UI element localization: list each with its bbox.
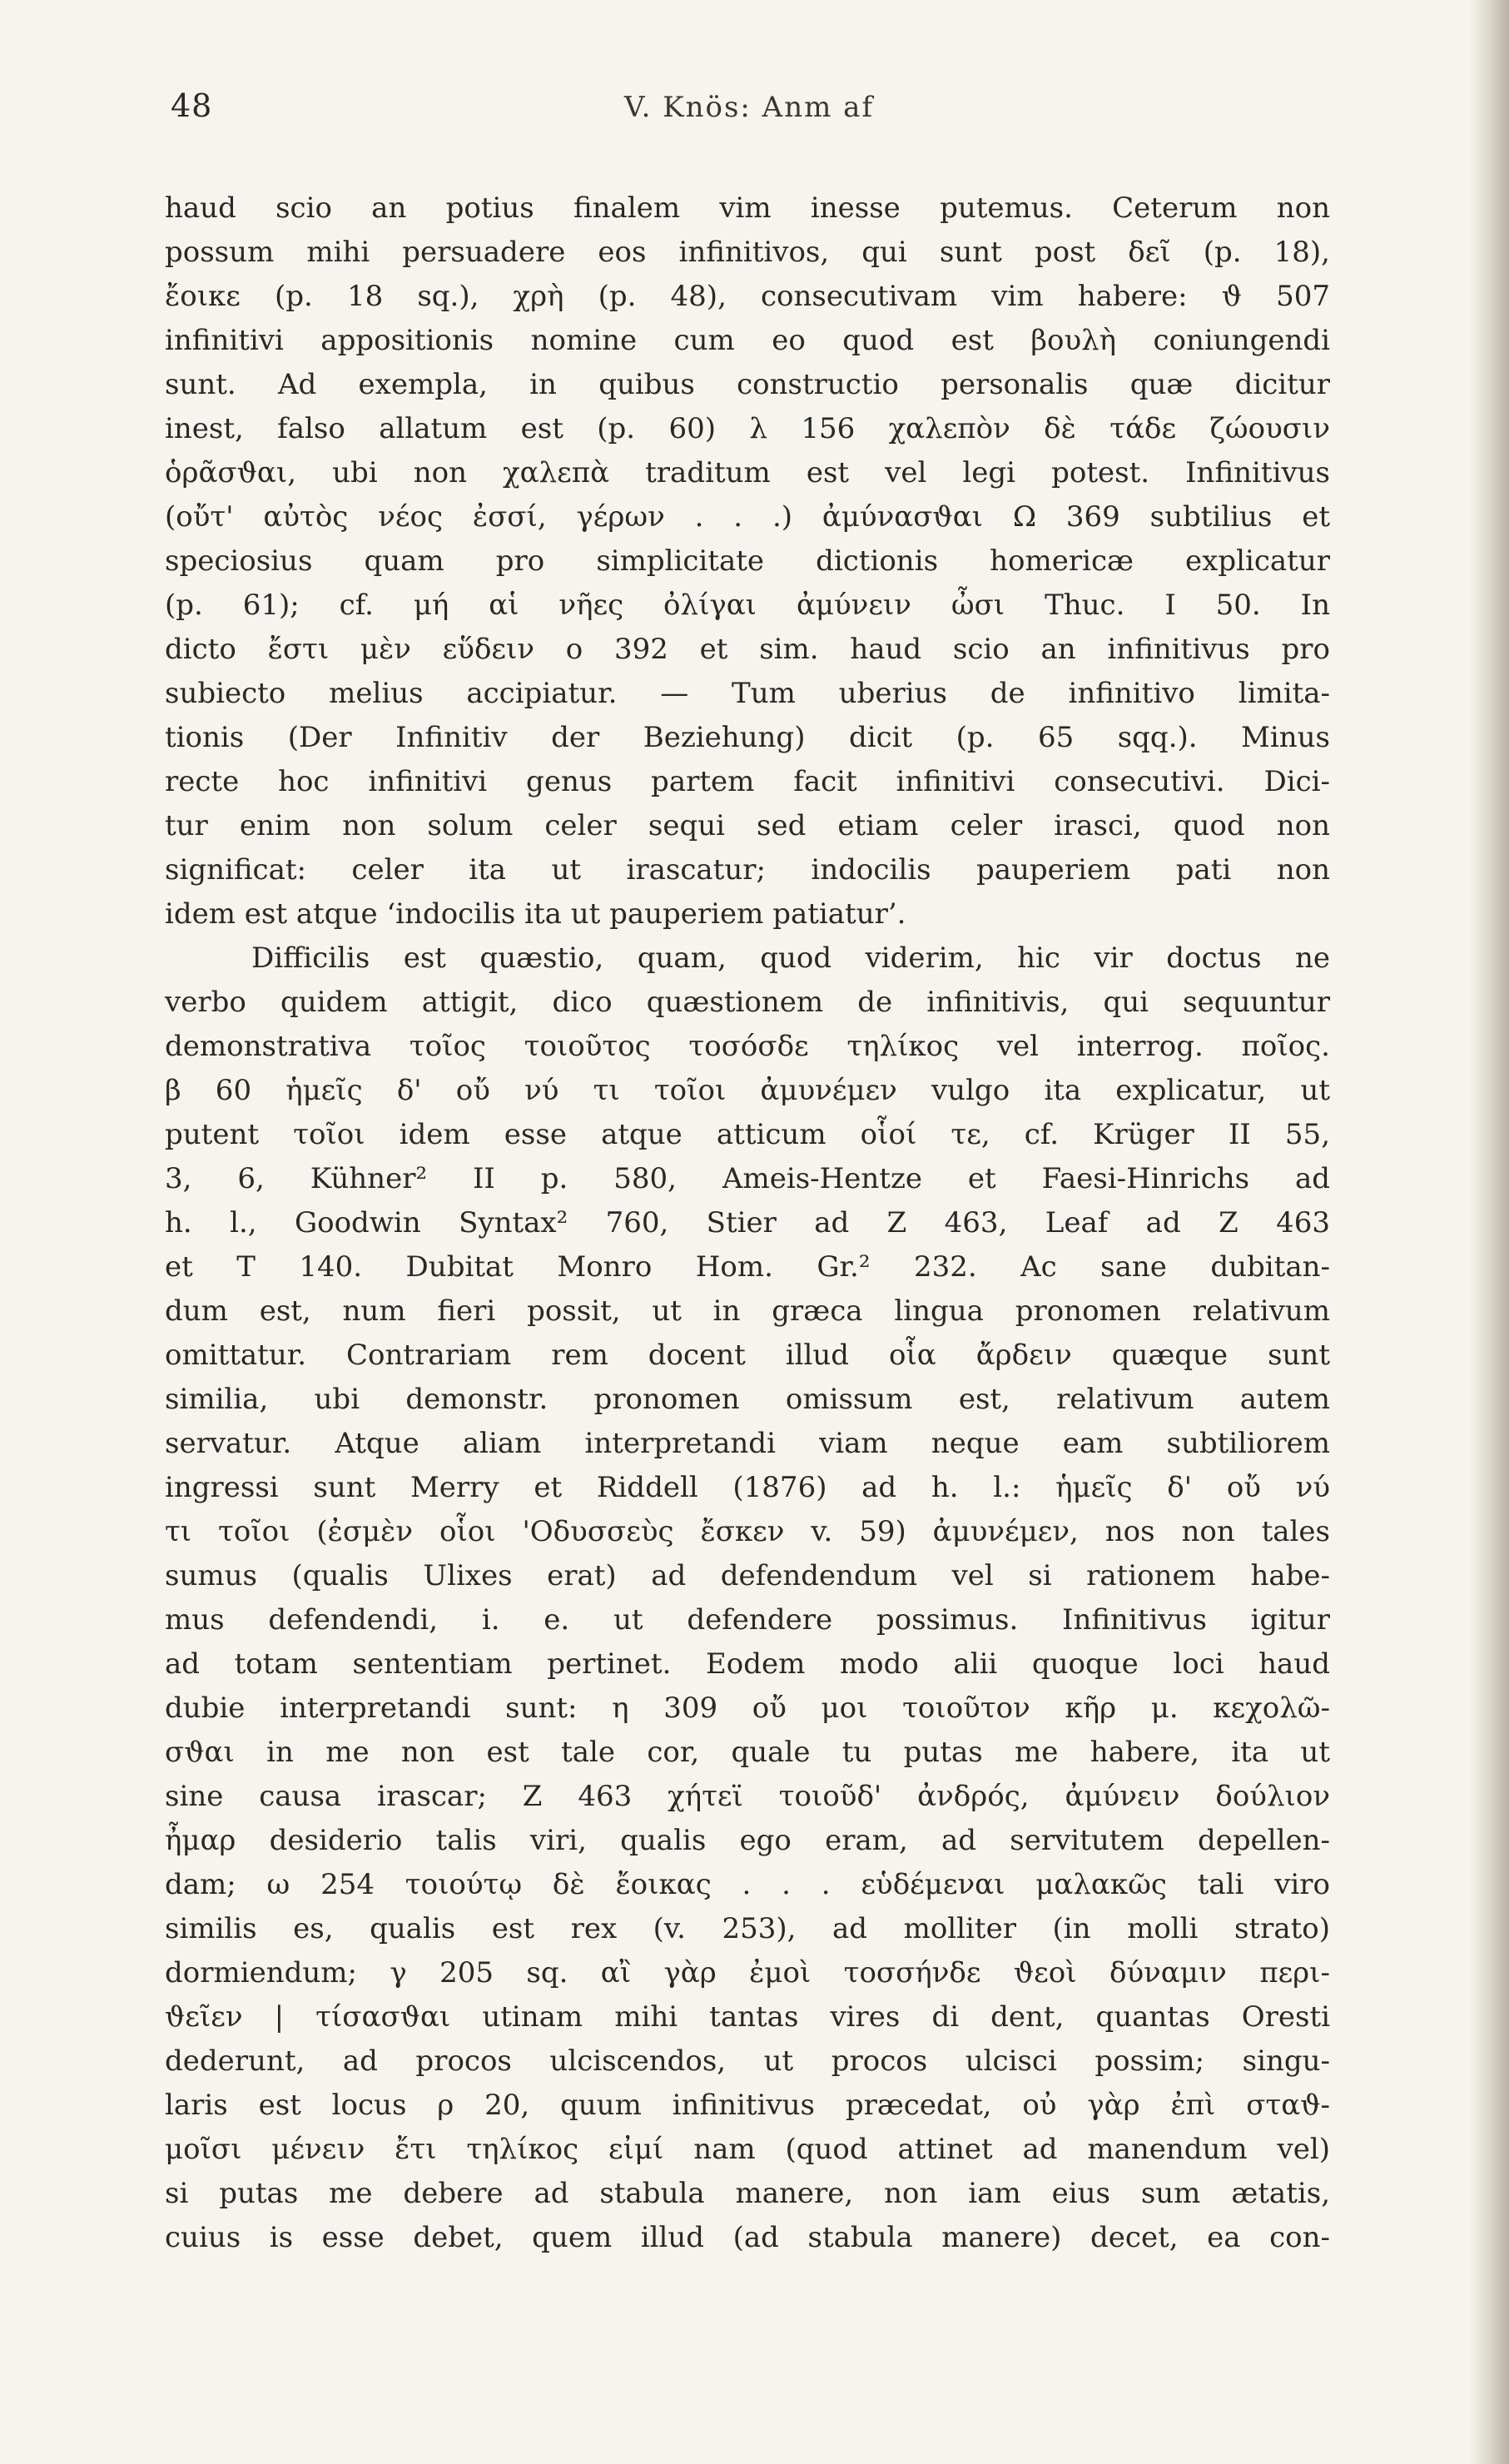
- text-line: dam; ω 254 τοιούτῳ δὲ ἔοικας . . . εὑδέμεναι μαλακῶς tali viro: [165, 1868, 1330, 1901]
- text-line: inest, falso allatum est (p. 60) λ 156 χαλεπὸν δὲ τάδε ζώουσιν: [165, 412, 1330, 445]
- text-line: dederunt, ad procos ulciscendos, ut procos ulcisci possim; singu-: [165, 2044, 1330, 2078]
- page-number: 48: [171, 87, 213, 124]
- text-line: ingressi sunt Merry et Riddell (1876) ad h. l.: ἡμεῖς δ' οὔ νύ: [165, 1471, 1330, 1504]
- text-line: possum mihi persuadere eos infinitivos, qui sunt post δεῖ (p. 18),: [165, 236, 1330, 269]
- text-line: significat: celer ita ut irascatur; indocilis pauperiem pati non: [165, 853, 1330, 887]
- text-line: τι τοῖοι (ἐσμὲν οἷοι 'Οδυσσεὺς ἔσκεν v. 59) ἀμυνέμεν, nos non tales: [165, 1515, 1330, 1548]
- text-line: ὁρᾶσϑαι, ubi non χαλεπὰ traditum est vel legi potest. Infinitivus: [165, 456, 1330, 489]
- text-line: 3, 6, Kühner² II p. 580, Ameis-Hentze et Faesi-Hinrichs ad: [165, 1162, 1330, 1195]
- page-header: [171, 87, 1328, 137]
- page-body: [165, 186, 1330, 2260]
- text-line: recte hoc infinitivi genus partem facit infinitivi consecutivi. Dici-: [165, 765, 1330, 798]
- text-line: speciosius quam pro simplicitate dictionis homericæ explicatur: [165, 544, 1330, 578]
- text-line: dubie interpretandi sunt: η 309 οὔ μοι τοιοῦτον κῆρ μ. κεχολῶ-: [165, 1692, 1330, 1725]
- text-line: tur enim non solum celer sequi sed etiam celer irasci, quod non: [165, 809, 1330, 842]
- text-line: et Τ 140. Dubitat Monro Hom. Gr.² 232. Ac sane dubitan-: [165, 1250, 1330, 1284]
- text-line: cuius is esse debet, quem illud (ad stabula manere) decet, ea con-: [165, 2221, 1330, 2254]
- paragraph: [165, 936, 1330, 2260]
- paragraph: [165, 186, 1330, 936]
- text-line: dicto ἔστι μὲν εὕδειν ο 392 et sim. haud scio an infinitivus pro: [165, 633, 1330, 666]
- text-line: mus defendendi, i. e. ut defendere possimus. Infinitivus igitur: [165, 1603, 1330, 1637]
- text-line: similis es, qualis est rex (v. 253), ad molliter (in molli strato): [165, 1912, 1330, 1945]
- text-line: omittatur. Contrariam rem docent illud οἷα ἄρδειν quæque sunt: [165, 1339, 1330, 1372]
- text-line: (p. 61); cf. μή αἱ νῆες ὀλίγαι ἀμύνειν ὦσι Thuc. I 50. In: [165, 589, 1330, 622]
- text-line: μοῖσι μένειν ἔτι τηλίκος εἰμί nam (quod attinet ad manendum vel): [165, 2133, 1330, 2166]
- text-line: dum est, num fieri possit, ut in græca lingua pronomen relativum: [165, 1294, 1330, 1328]
- text-line: ἔοικε (p. 18 sq.), χρὴ (p. 48), consecutivam vim habere: ϑ 507: [165, 280, 1330, 313]
- text-line: verbo quidem attigit, dico quæstionem de infinitivis, qui sequuntur: [165, 986, 1330, 1019]
- text-line: β 60 ἡμεῖς δ' οὔ νύ τι τοῖοι ἀμυνέμεν vulgo ita explicatur, ut: [165, 1074, 1330, 1107]
- text-line: sine causa irascar; Ζ 463 χήτεϊ τοιοῦδ' ἀνδρός, ἀμύνειν δούλιον: [165, 1780, 1330, 1813]
- text-line: σϑαι in me non est tale cor, quale tu putas me habere, ita ut: [165, 1736, 1330, 1769]
- text-line: sunt. Ad exempla, in quibus constructio personalis quæ dicitur: [165, 368, 1330, 401]
- text-line: sumus (qualis Ulixes erat) ad defendendum vel si rationem habe-: [165, 1559, 1330, 1592]
- text-line: h. l., Goodwin Syntax² 760, Stier ad Ζ 463, Leaf ad Ζ 463: [165, 1206, 1330, 1239]
- text-line: haud scio an potius finalem vim inesse putemus. Ceterum non: [165, 191, 1330, 225]
- text-line: infinitivi appositionis nomine cum eo quod est βουλὴ coniungendi: [165, 324, 1330, 357]
- text-line: (οὔτ' αὐτὸς νέος ἐσσί, γέρων . . .) ἀμύνασϑαι Ω 369 subtilius et: [165, 500, 1330, 534]
- text-line: idem est atque ‘indocilis ita ut pauperiem patiatur’.: [165, 897, 906, 931]
- text-line: Difficilis est quæstio, quam, quod viderim, hic vir doctus ne: [251, 941, 1330, 975]
- text-line: dormiendum; γ 205 sq. αἲ γὰρ ἐμοὶ τοσσήνδε ϑεοὶ δύναμιν περι-: [165, 1956, 1330, 1990]
- text-line: similia, ubi demonstr. pronomen omissum est, relativum autem: [165, 1383, 1330, 1416]
- running-head: V. Knös: Anm af: [623, 91, 875, 124]
- text-line: demonstrativa τοῖος τοιοῦτος τοσόσδε τηλίκος vel interrog. ποῖος.: [165, 1030, 1330, 1063]
- text-line: putent τοῖοι idem esse atque atticum οἷοί τε, cf. Krüger II 55,: [165, 1118, 1330, 1151]
- text-line: laris est locus ρ 20, quum infinitivus præcedat, οὐ γὰρ ἐπὶ σταϑ-: [165, 2089, 1330, 2122]
- text-line: si putas me debere ad stabula manere, non iam eius sum ætatis,: [165, 2177, 1330, 2210]
- text-line: subiecto melius accipiatur. — Tum uberius de infinitivo limita-: [165, 677, 1330, 710]
- text-line: tionis (Der Infinitiv der Beziehung) dicit (p. 65 sqq.). Minus: [165, 721, 1330, 754]
- text-line: ad totam sententiam pertinet. Eodem modo alii quoque loci haud: [165, 1647, 1330, 1681]
- text-line: servatur. Atque aliam interpretandi viam neque eam subtiliorem: [165, 1427, 1330, 1460]
- text-line: ϑεῖεν | τίσασϑαι utinam mihi tantas vires di dent, quantas Oresti: [165, 2000, 1330, 2034]
- text-line: ἦμαρ desiderio talis viri, qualis ego eram, ad servitutem depellen-: [165, 1824, 1330, 1857]
